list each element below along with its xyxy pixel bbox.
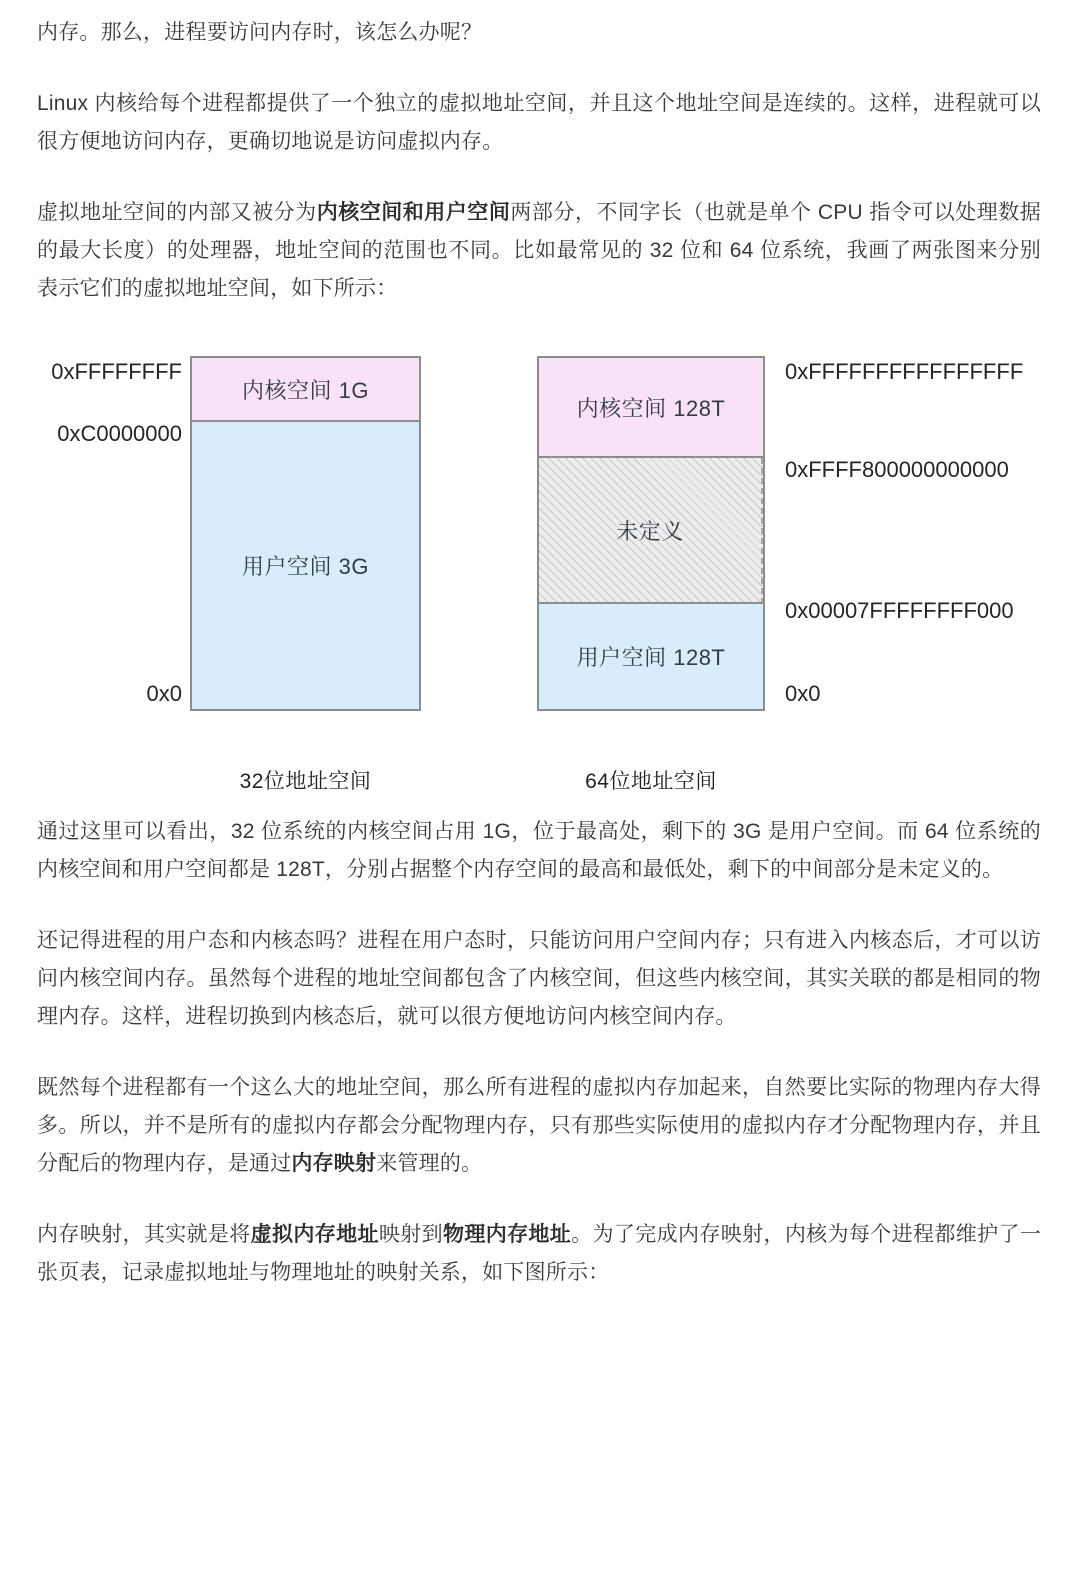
paragraph: 虚拟地址空间的内部又被分为内核空间和用户空间两部分，不同字长（也就是单个 CPU 指令可以处理数据的最大长度）的处理器，地址空间的范围也不同。比如最常见的 32 位和 64 位系统，我画了两张图来分别表示它们的虚拟地址空间，如下所示：: [37, 201, 1041, 300]
user-space-64-label: 用户空间 128T: [576, 645, 726, 670]
addr-32-kernel-boundary: 0xC0000000: [57, 421, 182, 446]
undefined-space-section: [539, 458, 763, 604]
addr-64-kernel-boundary: 0xFFFF800000000000: [785, 457, 1009, 482]
kernel-space-32-section: [192, 358, 419, 422]
addr-64-top: 0xFFFFFFFFFFFFFFFF: [785, 359, 1024, 384]
caption-64bit: 64位地址空间: [585, 770, 717, 793]
paragraph: 还记得进程的用户态和内核态吗？进程在用户态时，只能访问用户空间内存；只有进入内核态后，才可以访问内核空间内存。虽然每个进程的地址空间都包含了内核空间，但这些内核空间，其实关联的都是相同的物理内存。这样，进程切换到内核态后，就可以很方便地访问内核空间内存。: [37, 929, 1041, 1028]
article-paragraphs-bottom: [0, 813, 1078, 1292]
user-space-32-label: 用户空间 3G: [242, 554, 369, 579]
kernel-space-64-label: 内核空间 128T: [576, 395, 726, 421]
paragraph: Linux 内核给每个进程都提供了一个独立的虚拟地址空间，并且这个地址空间是连续的。这样，进程就可以很方便地访问内存，更确切地说是访问虚拟内存。: [37, 92, 1041, 153]
article-paragraphs-top: [0, 14, 1078, 308]
user-space-64-section: [539, 604, 763, 709]
kernel-space-64-section: [539, 358, 763, 458]
figure-64bit-box: [537, 356, 765, 711]
paragraph: 内存。那么，进程要访问内存时，该怎么办呢？: [37, 21, 483, 44]
kernel-space-32-label: 内核空间 1G: [242, 377, 369, 403]
paragraph: 通过这里可以看出，32 位系统的内核空间占用 1G，位于最高处，剩下的 3G 是用户空间。而 64 位系统的内核空间和用户空间都是 128T，分别占据整个内存空间的最高和最低处，剩下的中间部分是未定义的。: [37, 820, 1041, 881]
paragraph: 既然每个进程都有一个这么大的地址空间，那么所有进程的虚拟内存加起来，自然要比实际的物理内存大得多。所以，并不是所有的虚拟内存都会分配物理内存，只有那些实际使用的虚拟内存才分配物理内存，并且分配后的物理内存，是通过内存映射来管理的。: [37, 1076, 1041, 1175]
addr-64-bottom: 0x0: [785, 681, 821, 706]
caption-32bit: 32位地址空间: [239, 770, 372, 793]
paragraph: 内存映射，其实就是将虚拟内存地址映射到物理内存地址。为了完成内存映射，内核为每个进程都维护了一张页表，记录虚拟地址与物理地址的映射关系，如下图所示：: [37, 1223, 1042, 1284]
undefined-space-label: 未定义: [616, 518, 684, 544]
address-space-figure: [0, 341, 1078, 813]
addr-32-bottom: 0x0: [146, 681, 182, 706]
addr-64-user-boundary: 0x00007FFFFFFFF000: [785, 598, 1014, 623]
addr-32-top: 0xFFFFFFFF: [51, 359, 182, 384]
user-space-32-section: [192, 422, 419, 709]
figure-32bit-box: [190, 356, 421, 711]
